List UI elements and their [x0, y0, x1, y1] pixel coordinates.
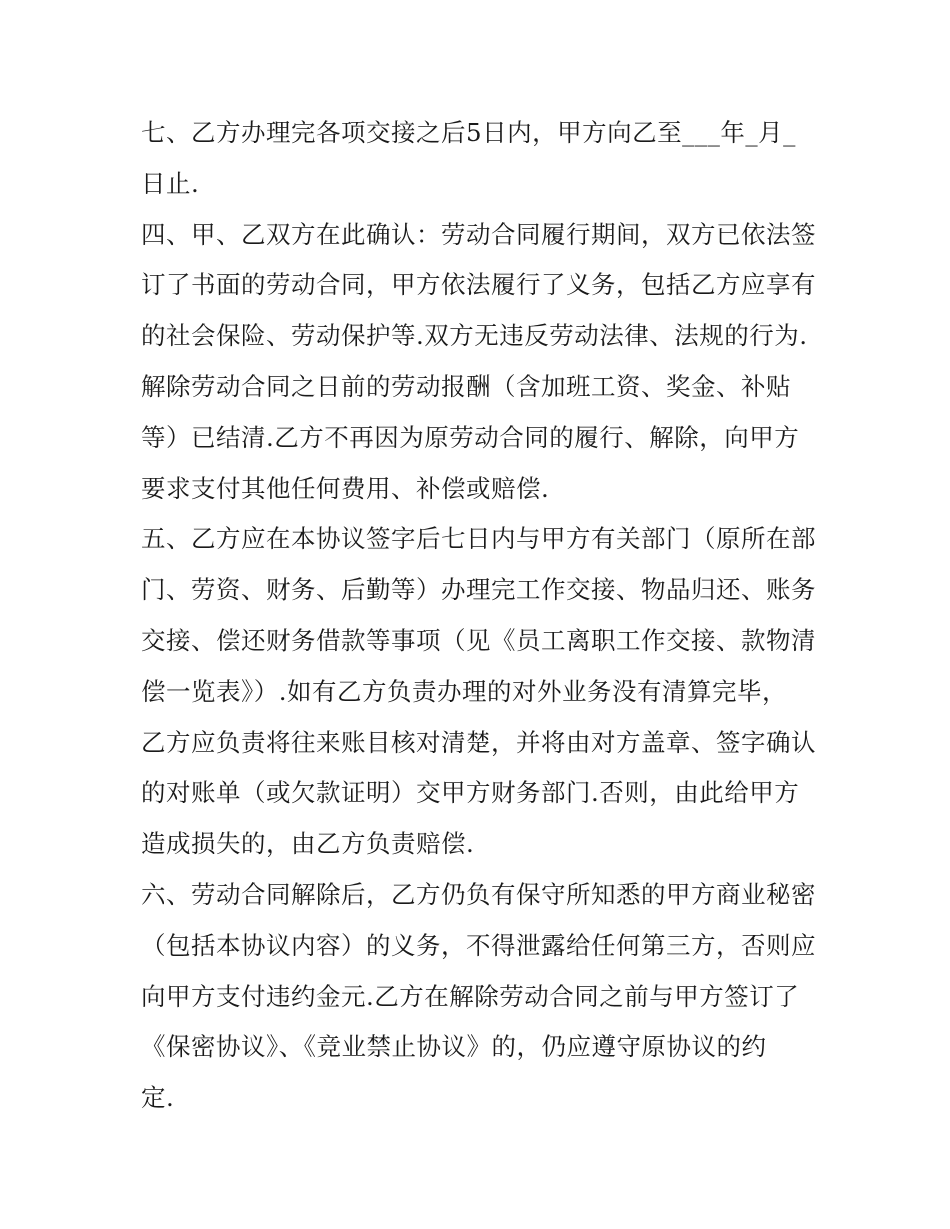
text-line: （包括本协议内容）的义务，不得泄露给任何第三方，否则应 [141, 930, 816, 960]
text-line: 要求支付其他任何费用、补偿或赔偿. [141, 473, 550, 503]
text-line: 乙方应负责将往来账目核对清楚，并将由对方盖章、签字确认 [141, 727, 816, 757]
text-line: 定. [141, 1083, 175, 1113]
text-line: 的对账单（或欠款证明）交甲方财务部门.否则，由此给甲方 [141, 778, 800, 808]
text-line: 六、劳动合同解除后，乙方仍负有保守所知悉的甲方商业秘密 [141, 879, 816, 909]
text-line: 向甲方支付违约金元.乙方在解除劳动合同之前与甲方签订了 [141, 981, 800, 1011]
text-line: 四、甲、乙双方在此确认：劳动合同履行期间，双方已依法签 [141, 219, 816, 249]
text-line: 日止. [141, 168, 200, 198]
text-line: 解除劳动合同之日前的劳动报酬（含加班工资、奖金、补贴 [141, 371, 791, 401]
text-line: 偿一览表》）.如有乙方负责办理的对外业务没有清算完毕， [141, 676, 788, 706]
text-line: 门、劳资、财务、后勤等）办理完工作交接、物品归还、账务 [141, 575, 816, 605]
text-line: 订了书面的劳动合同，甲方依法履行了义务，包括乙方应享有 [141, 270, 816, 300]
text-line: 的社会保险、劳动保护等.双方无违反劳动法律、法规的行为. [141, 321, 808, 351]
text-line: 五、乙方应在本协议签字后七日内与甲方有关部门（原所在部 [141, 524, 816, 554]
text-line: 七、乙方办理完各项交接之后5日内，甲方向乙至___年_月_ [141, 118, 796, 147]
text-line: 等）已结清.乙方不再因为原劳动合同的履行、解除，向甲方 [141, 422, 800, 452]
document-body [141, 108, 821, 1124]
text-line: 造成损失的，由乙方负责赔偿. [141, 829, 475, 859]
text-line: 《保密协议》、《竞业禁止协议》的，仍应遵守原协议的约 [141, 1032, 767, 1062]
text-line: 交接、偿还财务借款等事项（见《员工离职工作交接、款物清 [141, 625, 816, 655]
